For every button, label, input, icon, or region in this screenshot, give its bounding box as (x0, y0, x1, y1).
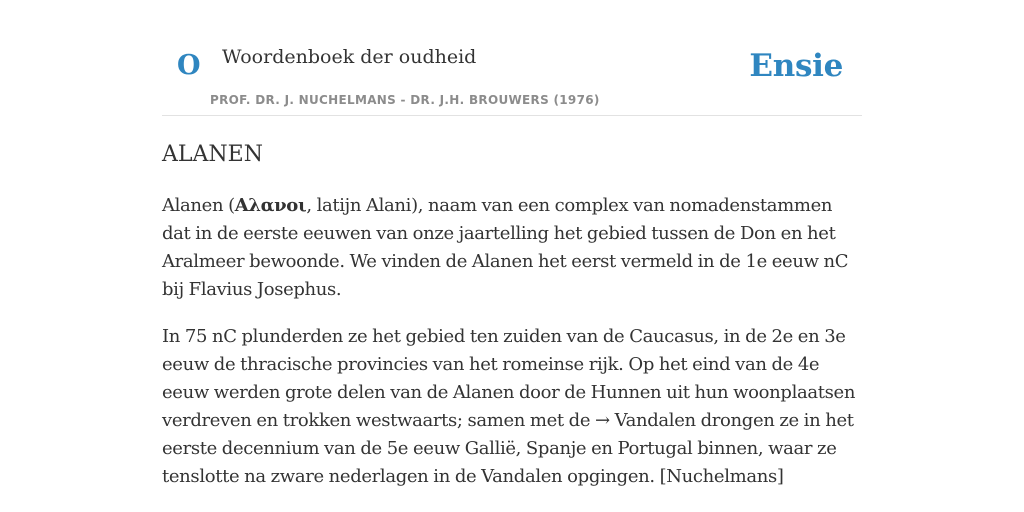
paragraph-text: , latijn Alani), naam van een complex van nomadenstammen dat in de eerste eeuwen van onze jaartelling het gebied tussen de Don en het Aralmeer bewoonde. We vinden de Alanen het eerst vermeld in de 1e eeuw nC bij Flavius Josephus. (162, 195, 849, 301)
entry-title: ALANEN (162, 142, 263, 167)
entry-paragraph-1 (162, 192, 862, 304)
paragraph-text: drongen ze in het eerste decennium van de 5e eeuw Gallië, Spanje en Portugal binnen, waar ze tenslotte na zware nederlagen in de Vandalen opgingen. [Nuchelmans] (162, 410, 854, 488)
cross-reference-link-vandalen[interactable]: → Vandalen (595, 410, 696, 432)
header (162, 0, 862, 116)
paragraph-text: In 75 nC plunderden ze het gebied ten zuiden van de Caucasus, in de 2e en 3e eeuw de thracische provincies van het romeinse rijk. Op het eind van de 4e eeuw werden grote delen van de Alanen door de Hunnen uit hun woonplaatsen verdreven en trokken westwaarts; samen met de (162, 326, 856, 432)
paragraph-text: Alanen ( (162, 195, 235, 217)
book-title[interactable]: Woordenboek der oudheid (222, 46, 477, 68)
site-logo[interactable]: Ensie (749, 48, 843, 84)
greek-term: Αλανοι (234, 195, 307, 217)
page (162, 0, 862, 491)
book-authors: PROF. DR. J. NUCHELMANS - DR. J.H. BROUWERS (1976) (210, 93, 600, 107)
entry-paragraph-2 (162, 323, 862, 491)
book-letter-logo[interactable]: O (177, 50, 201, 81)
